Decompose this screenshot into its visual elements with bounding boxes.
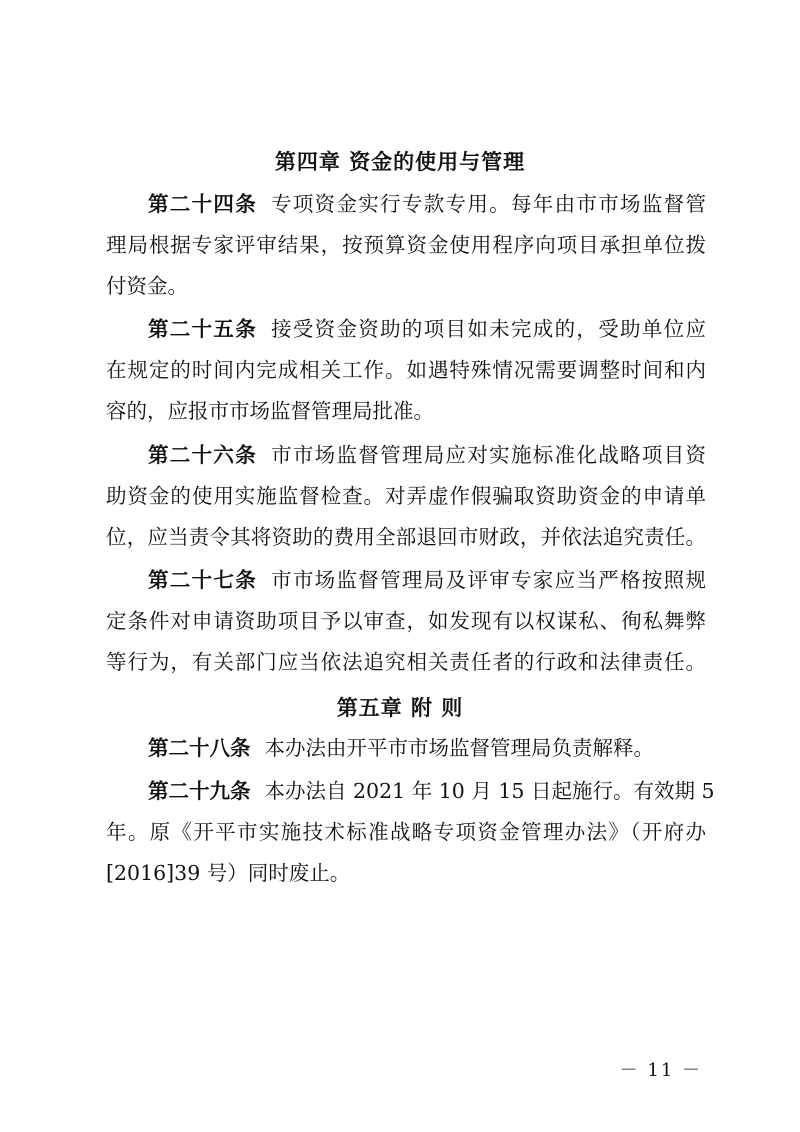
article-25-line-1: 第二十五条 接受资金资助的项目如未完成的，受助单位应 [148, 317, 706, 341]
article-24-line-2: 理局根据专家评审结果，按预算资金使用程序向项目承担单位拨 [106, 233, 706, 257]
chapter-4-heading: 第四章 资金的使用与管理 [274, 150, 526, 174]
article-24-label: 第二十四条 [148, 192, 258, 216]
article-29-line-3: [2016]39 号）同时废止。 [106, 861, 351, 885]
article-25-line-2: 在规定的时间内完成相关工作。如遇特殊情况需要调整时间和内 [106, 358, 706, 382]
article-28-line-1: 第二十八条 本办法由开平市市场监督管理局负责解释。 [148, 736, 654, 760]
page-number: － 11 － [619, 1060, 702, 1081]
article-27-line-1: 第二十七条 市市场监督管理局及评审专家应当严格按照规 [148, 568, 706, 592]
article-29-line-1: 第二十九条 本办法自 2021 年 10 月 15 日起施行。有效期 5 [148, 779, 715, 803]
article-26-label: 第二十六条 [148, 443, 258, 467]
article-26-line-1: 第二十六条 市市场监督管理局应对实施标准化战略项目资 [148, 443, 706, 467]
article-28-label: 第二十八条 [148, 736, 251, 760]
article-29-line-2: 年。原《开平市实施技术标准战略专项资金管理办法》（开府办 [106, 820, 706, 844]
article-27-label: 第二十七条 [148, 568, 258, 592]
article-27-line-2: 定条件对申请资助项目予以审查，如发现有以权谋私、徇私舞弊 [106, 609, 706, 633]
article-26-line-2: 助资金的使用实施监督检查。对弄虚作假骗取资助资金的申请单 [106, 484, 706, 508]
article-27-line-3: 等行为，有关部门应当依法追究相关责任者的行政和法律责任。 [106, 650, 706, 674]
article-24-line-3: 付资金。 [106, 274, 188, 298]
chapter-5-heading: 第五章 附 则 [336, 696, 464, 720]
article-25-label: 第二十五条 [148, 317, 258, 341]
article-26-line-3: 位，应当责令其将资助的费用全部退回市财政，并依法追究责任。 [106, 525, 706, 549]
article-24-line-1: 第二十四条 专项资金实行专款专用。每年由市市场监督管 [148, 192, 706, 216]
article-25-line-3: 容的，应报市市场监督管理局批准。 [106, 399, 434, 423]
article-29-label: 第二十九条 [148, 779, 251, 803]
